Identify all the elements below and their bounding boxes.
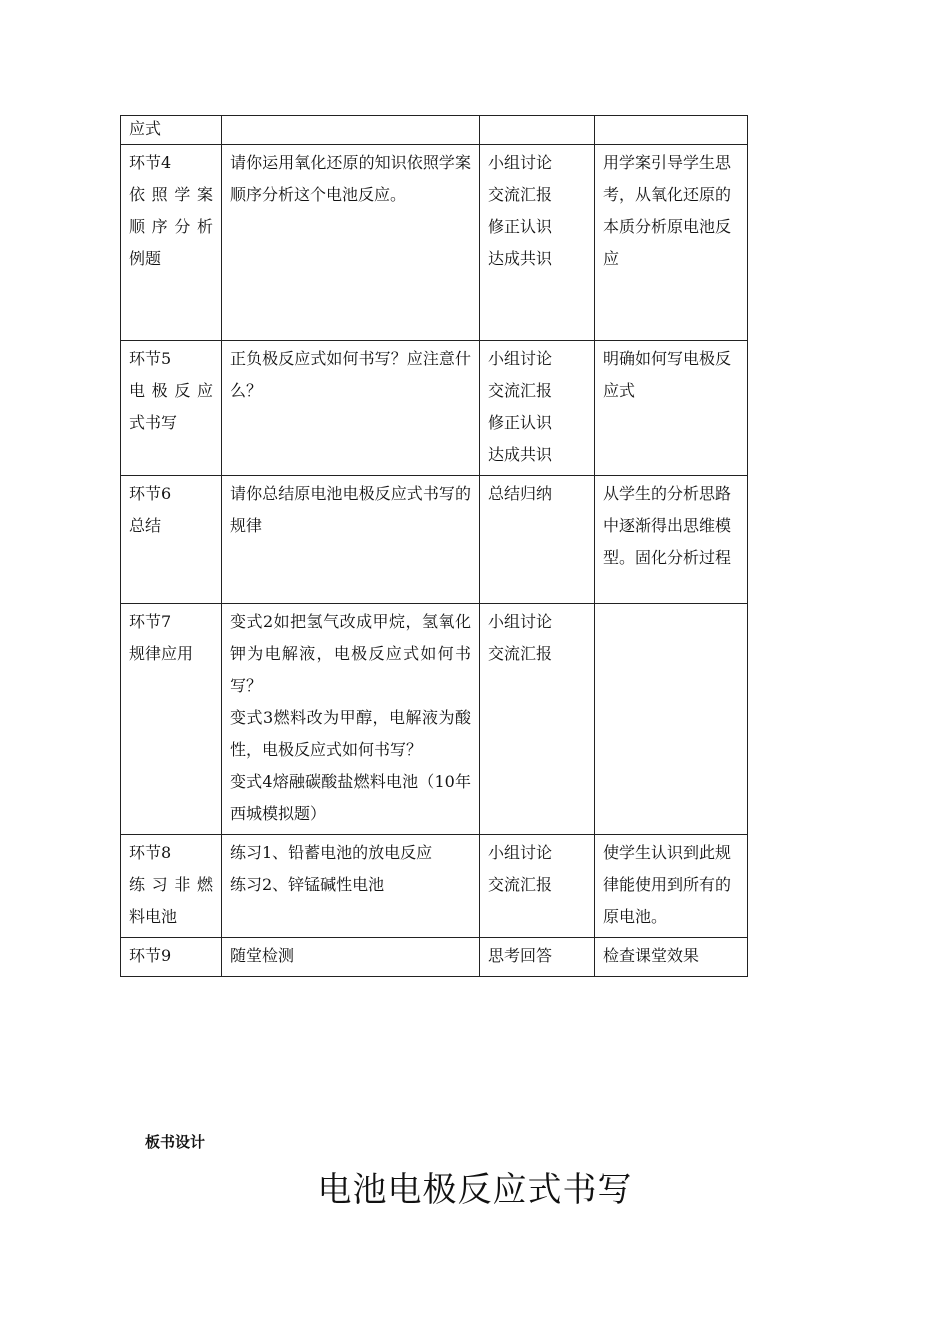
lesson-plan-table — [120, 115, 748, 977]
table-row — [121, 604, 748, 835]
content-text: 练习2、锌锰碱性电池 — [230, 875, 385, 894]
stage-cell — [121, 341, 222, 476]
stage-line: 例题 — [129, 249, 162, 268]
stage-line: 练习非燃 — [129, 875, 213, 894]
table-row — [121, 145, 748, 341]
method-cell — [480, 341, 595, 476]
method-cell — [480, 116, 595, 145]
content-cell — [222, 938, 480, 977]
table-row — [121, 341, 748, 476]
table-row — [121, 938, 748, 977]
method-text: 小组讨论 — [488, 612, 553, 631]
board-design-title: 电池电极反应式书写 — [317, 1170, 633, 1210]
table-row — [121, 116, 748, 145]
content-text: 变式3燃料改为甲醇，电解液为酸性，电极反应式如何书写？ — [230, 708, 471, 759]
purpose-text: 使学生认识到此规律能使用到所有的原电池。 — [603, 843, 732, 926]
purpose-text: 用学案引导学生思考，从氧化还原的本质分析原电池反应 — [603, 153, 732, 268]
stage-line: 料电池 — [129, 907, 178, 926]
content-text: 请你总结原电池电极反应式书写的规律 — [230, 484, 471, 535]
stage-cell — [121, 835, 222, 938]
stage-line: 总结 — [129, 516, 162, 535]
content-cell — [222, 604, 480, 835]
stage-line: 依照学案 — [129, 185, 213, 204]
content-cell — [222, 476, 480, 604]
stage-line: 环节9 — [129, 946, 172, 965]
stage-line: 顺序分析 — [129, 217, 213, 236]
method-text: 小组讨论 — [488, 843, 553, 862]
board-design-label: 板书设计 — [145, 1133, 206, 1151]
table-row — [121, 476, 748, 604]
method-text: 交流汇报 — [488, 644, 553, 663]
method-text: 小组讨论 — [488, 349, 553, 368]
purpose-cell — [595, 116, 748, 145]
stage-line: 环节6 — [129, 484, 172, 503]
method-text: 修正认识 — [488, 217, 553, 236]
method-text: 总结归纳 — [488, 484, 553, 503]
stage-line: 环节8 — [129, 843, 172, 862]
content-cell — [222, 145, 480, 341]
method-cell — [480, 938, 595, 977]
purpose-text: 检查课堂效果 — [603, 946, 700, 965]
table-row — [121, 835, 748, 938]
content-cell — [222, 116, 480, 145]
stage-cell — [121, 116, 222, 145]
purpose-cell — [595, 604, 748, 835]
purpose-cell — [595, 476, 748, 604]
stage-line: 电极反应 — [129, 381, 213, 400]
method-cell — [480, 476, 595, 604]
content-text: 练习1、铅蓄电池的放电反应 — [230, 843, 433, 862]
method-cell — [480, 835, 595, 938]
stage-line: 环节5 — [129, 349, 172, 368]
stage-cell — [121, 145, 222, 341]
method-text: 达成共识 — [488, 249, 553, 268]
method-text: 交流汇报 — [488, 381, 553, 400]
stage-line: 环节7 — [129, 612, 172, 631]
stage-cell — [121, 938, 222, 977]
content-text: 请你运用氧化还原的知识依照学案顺序分析这个电池反应。 — [230, 153, 471, 204]
method-text: 达成共识 — [488, 445, 553, 464]
content-cell — [222, 341, 480, 476]
method-cell — [480, 145, 595, 341]
stage-cell — [121, 476, 222, 604]
purpose-text: 从学生的分析思路中逐渐得出思维模型。固化分析过程 — [603, 484, 732, 567]
purpose-cell — [595, 938, 748, 977]
purpose-cell — [595, 341, 748, 476]
content-text: 变式4熔融碳酸盐燃料电池（10年西城模拟题） — [230, 772, 471, 823]
method-text: 思考回答 — [488, 946, 553, 965]
stage-line: 环节4 — [129, 153, 172, 172]
method-cell — [480, 604, 595, 835]
stage-line: 应式 — [129, 119, 162, 138]
purpose-text: 明确如何写电极反应式 — [603, 349, 732, 400]
method-text: 交流汇报 — [488, 875, 553, 894]
purpose-cell — [595, 835, 748, 938]
content-text: 变式2如把氢气改成甲烷，氢氧化钾为电解液，电极反应式如何书写？ — [230, 612, 471, 695]
purpose-cell — [595, 145, 748, 341]
stage-line: 规律应用 — [129, 644, 194, 663]
stage-line: 式书写 — [129, 413, 178, 432]
method-text: 修正认识 — [488, 413, 553, 432]
stage-cell — [121, 604, 222, 835]
method-text: 小组讨论 — [488, 153, 553, 172]
content-cell — [222, 835, 480, 938]
method-text: 交流汇报 — [488, 185, 553, 204]
content-text: 正负极反应式如何书写？应注意什么？ — [230, 349, 471, 400]
content-text: 随堂检测 — [230, 946, 295, 965]
